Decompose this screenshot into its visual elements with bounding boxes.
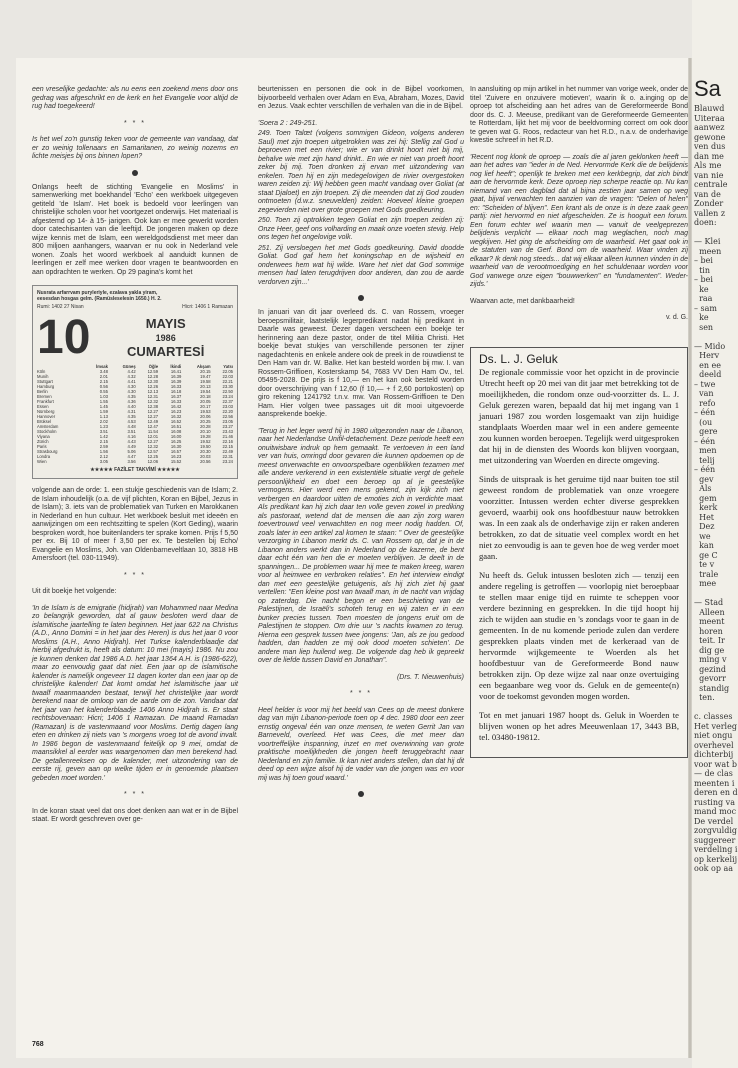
paragraph: Tot en met januari 1987 hoopt ds. Geluk in Woerden te blijven wonen op het adres Meeuwenlaan 17, 3443 BB, tel. 03480-19812. <box>479 709 679 742</box>
prayer-times-cell: 4.36 <box>127 398 136 404</box>
separator-dot-icon <box>358 791 364 797</box>
prayer-times-column-header: Öğle <box>148 363 159 369</box>
prayer-times-cell: 3.51 <box>99 428 108 434</box>
prayer-times-cell: Strasbourg <box>37 448 58 454</box>
prayer-times-cell: 1.55 <box>99 398 108 404</box>
paragraph: Onlangs heeft de stichting 'Evangelie en Moslims' in samenwerking met boekhandel 'Echo' een werkboek uitgegeven getiteld 'de Islam'. Het boek is bedoeld voor leerlingen van christelijke scholen voor het voortgezet onderwijs. Het materiaal is afgestemd op 14- à 15- jarigen. Ook kan er mee gewerkt worden door catechisanten van die leeftijd. De jongeren maken op deze wijze kennis met de Islam, een wereldgodsdienst met meer dan 800 miljoen aanhangers, waarvan er nu ook in Nederland vele wonen. Zoals het woord werkboek al aanduidt kunnen de leerlingen er zelf mee werken door vragen te beantwoorden en aan opdrachten te werken. Op 29 pagina's komt het <box>32 183 238 276</box>
prayer-times-cell: 16.32 <box>170 413 182 419</box>
prayer-times-cell: Amsterdam <box>37 423 59 429</box>
turkish-calendar-sheet <box>32 285 238 479</box>
prayer-times-cell: 22.15 <box>222 443 233 449</box>
prayer-times-cell: 12.27 <box>147 438 159 444</box>
paragraph: In januari van dit jaar overleed ds. C. van Rossem, vroeger beroepsmilitair, laatstelijk legerpredikant nadat hij predikant in Daarle was geweest. Dezer dagen verscheen een boekje ter herinnering aan deze pastor, onder de titel Militia Christi. Het boekje bevat stukjes van verschillende personen ter zijner nagedachtenis en enkele andere ook de preek in de rouwdienst te Den Ham van dr. W. Balke. Het kan besteld worden bij mw. I. van Rossem-Griffioen, Kosterskamp 54, 7683 VV Den Ham Ov., tel. 05495-2028. De prijs is f 10,— en het kan ook besteld worden door overschrijving van f 12,60 (f 10,— + f 2,60 portokosten) op giro rekening 1241792 t.n.v. mw. Van Rossem-Griffioen te Den Ham. Hier volgen twee passages uit dit mooi uitgevoerde aansprekende boekje. <box>258 309 464 418</box>
prayer-times-cell: 4.30 <box>127 383 136 389</box>
prayer-times-cell: 4.35 <box>127 393 136 399</box>
prayer-times-cell: 3.48 <box>99 368 108 374</box>
paragraph: 'Terug in het leger werd hij in 1980 uitgezonden naar de Libanon, naar het Nederlandse Unifil-detachement. Deze periode heeft een onuitwisbare indruk op hem gemaakt. Te vertoeven in een land ver van huis, omringd door gevaren die kunnen opdoemen op de meest onverwachte en onvoorspelbare ogenblikken tezamen met alle andere verkerend in een existentiële situatie vergt de gehele persoonlijkheid en doet een beroep op al je geestelijke vermogens. Hier werd een mens gekend, zijn kijk zich niet verbergen en daardoor uitten de emoties zich in verdichte maat. Als predikant kan hij zich daar ten volle geven zowel in prediking als pastoraat, wetend dat de mensen die aan zijn zorg waren toevertrouwd veel verwachtten en nog meer nodig hadden. Of, zoals later in een artikel zal komen te staan: " Over de geestelijke verzorging in Libanon merkt ds. C. van Rossem op, dat je in de Libanon anders werkt dan in Nederland op de kazerne, de bent daar echt één van hen die er moeten verblijven. Je deelt in de spanningen... De problemen waar hij mee te maken kreeg, waren voor al heimwee en verbroken relaties". En het interview eindigt dan met een geestelijke getuigenis, als hij zich ziet hij gaat vertellen: "Een kleine post van twaalf man, in de nacht van vrijdag op zaterdag. Die nacht begon er een beschieting van de Palestijnen, de Israëli's schoteh terug en wij zaten er in een bunker precies tussen. Toen moesten de jongens eruit om de Palestijnen te stoppen. Om drie uur 's nachts kwamen zo terug. Hierna een gesprek tussen twee jongens: 'Jan, als ze jou gedood hadden, dan hadden ze mij ook dood moeten schieten'. De andere man liep huilend weg. De volgende dag heb ik gepreekt over de liefde tussen David en Jonathan". <box>258 427 464 664</box>
prayer-times-cell: 4.35 <box>127 413 136 419</box>
author-signature: v. d. G. <box>665 314 688 321</box>
prayer-times-cell: 20.03 <box>200 453 211 459</box>
prayer-times-cell: 22.49 <box>222 448 233 454</box>
prayer-times-cell: 16.41 <box>170 368 182 374</box>
prayer-times-cell: 22.21 <box>222 378 233 384</box>
paragraph: volgende aan de orde: 1. een stukje geschiedenis van de Islam; 2. de Islam inhoudelijk (o.a. de vijf plichten, Koran en Bijbel, Jezus in de Islam); 3. iets van de problematiek van Turken en Marokkanen in Nederland en hun cultuur. Het werkboek besluit met ideeën en aanwijzingen om een rechtszitting te spelen (Kort Geding), waarin besproken wordt, hoe buitenlanders ter sprake komen. Prijs f 5,50 per ex. Bij 10 of meer f 3,50 per ex. Te bestellen bij Echo/ Evangelie en Moslims, Joh. van Oldenbarneveltlaan 10, 3818 HB Amersfoort (tel. 030-11949). <box>32 487 238 562</box>
prayer-times-cell: 12.27 <box>147 408 159 414</box>
prayer-times-cell: 4.32 <box>127 373 136 379</box>
prayer-times-cell: 16.39 <box>170 373 182 379</box>
prayer-times-cell: 19.54 <box>200 388 211 394</box>
prayer-times-cell: Brüksel <box>37 418 51 424</box>
prayer-times-cell: 0.55 <box>99 388 108 394</box>
prayer-times-cell: 12.28 <box>147 373 159 379</box>
prayer-times-cell: Frankfurt <box>37 398 54 404</box>
prayer-times-cell: 12.25 <box>147 453 159 459</box>
paragraph: 251. Zij versloegen het met Gods goedkeuring. David doodde Goliat. God gaf hem het koningschap en de wijsheid en onderwees hem wat hij wilde. Ware het niet dat God sommige mensen had laten terugdrijven door anderen, dan zou de aarde verdorven zijn...' <box>258 244 464 286</box>
prayer-times-cell: 16.08 <box>170 428 182 434</box>
prayer-times-cell: 20.17 <box>200 403 211 409</box>
separator-stars: * * * <box>123 571 147 579</box>
prayer-times-cell: 4.31 <box>127 408 136 414</box>
prayer-times-cell: 16.18 <box>170 388 182 394</box>
announcement-title: Ds. L. J. Geluk <box>479 351 558 366</box>
prayer-times-cell: Stockholm <box>37 428 57 434</box>
prayer-times-cell: 12.59 <box>147 368 159 374</box>
paragraph: 'Soera 2 : 249-251. <box>258 119 318 127</box>
prayer-times-cell: 1.23 <box>99 423 108 429</box>
prayer-times-cell: 1.59 <box>99 408 108 414</box>
page-number: 768 <box>32 1041 44 1048</box>
prayer-times-cell: 16.23 <box>170 408 182 414</box>
prayer-times-cell: Munih <box>37 373 49 379</box>
author-signature: (Drs. T. Nieuwenhuis) <box>396 673 464 681</box>
prayer-times-cell: 16.30 <box>170 443 182 449</box>
prayer-times-cell: 20.18 <box>200 393 211 399</box>
paragraph: 'In de Islam is de emigratie (hidjrah) van Mohammed naar Medina zo belangrijk geworden, dat al gauw besloten werd daar de islamitische jaartelling te laten beginnen. Het jaar 622 na Christus (A.D., Anno Domini = in het jaar des Heren) is dus het jaar 0 voor Moslims (A.H., Anno Hidjrah). Het Turkse kalenderblaadje dat hierbij afgedrukt is, heeft als datum: 10 mei (mayis) 1986. Nu zou je kunnen denken dat 1986 A.D. het jaar 1364 A.H. is (1986-622), maar zo eenvoudig gaat dat niet. Een jaar op de islamitische kalender is namelijk ongeveer 11 dagen korter dan een jaar op de christelijke kalender! Dat komt omdat het islamitische jaar uit twaalf maanmaanden bestaat, terwijl het christelijke jaar wordt berekend naar de omloop van de aarde om de zon. Vandaar dat het jaar van het kalenderblaadje 1406 Anno Hidjrah is. Er staat rechtsbovenaan: Hicri; 1406 1 Ramazan. De maand Ramadan (Ramazan) is de vastenmaand voor Moslims. Dertig dagen lang eten en drinken zij niets van 's morgens vroeg tot de avond invalt. In 1986 begon de vastenmaand feitelijk op 9 mei, omdat de maansikkel al eerder was waargenomen dan men berekend had. De getallenreeksen op de kalender, met uitzondering van de eerste rij, geven aan op welke tijden er in genoemde plaatsen gebeden moet worden.' <box>32 604 238 782</box>
next-page-text: Blauwd Uiteraa aanwez gewone ven dus dan me Als me van nie centrale van de Zonder vallen z doen: — Klei meen – bei tin – bei ke raa – sam ke sen — Mido Herv en ee deeld – twe van refo – één (ou gere – één men telij – één gev Als gem kerk Het Dez we kan ge C te v trale mee — Stad Alleen meent horen teit. Ir dig ge ming v gezind gevorr standig ten. c. classes Het verleg niet ongu overhevel dichterbij voor wat b — de clas meenten i deren en d rusting va mand moc De verdel zorgvuldig suggereer verdeling i op kerkelij ook op aa <box>694 104 738 873</box>
prayer-times-cell: 20.28 <box>200 423 211 429</box>
prayer-times-cell: Viyana <box>37 433 50 439</box>
prayer-times-cell: Köln <box>37 368 46 374</box>
prayer-times-cell: 12.32 <box>147 443 159 449</box>
prayer-times-cell: 5.06 <box>127 448 136 454</box>
calendar-month: MAYIS <box>145 315 186 331</box>
prayer-times-cell: Londra <box>37 453 51 459</box>
prayer-times-cell: 20.13 <box>200 383 211 389</box>
calendar-date-block <box>37 310 233 364</box>
prayer-times-cell: 19.50 <box>200 443 211 449</box>
prayer-times-cell: Essen <box>37 403 49 409</box>
next-page-edge <box>692 0 738 1068</box>
prayer-times-cell: 12.30 <box>147 378 159 384</box>
prayer-times-cell: 0.56 <box>99 383 108 389</box>
calendar-hicri-date: Hicri: 1406 1 Ramazan <box>182 304 233 310</box>
paragraph: In aansluiting op mijn artikel in het nummer van vorige week, onder de titel 'Zuivere en onzuivere motieven', waarin ik o. a.inging op de oproep tot afscheiding aan het adres van de Gereformeerde Bond door ds. C. J. Meeuse, predikant van de Gereformeerde Gemeenten te Rotterdam, lijkt het mij voor de beeldvorming correct om ook door te geven wat G. Roos, redacteur van het R.D., n.a.v. de onderhavige kwestie schreef in het R.D. <box>470 86 688 144</box>
paragraph: 'Recent nog klonk de oproep — zoals die al jaren geklonken heeft — aan het adres van "ieder in de Ned. Hervormde Kerk die de belijdenis nog lief heeft"; openlijk te breken met een kerkbegrip, dat zich bindt aan de hervormde kerk. Deze oproep riep scherpe reactie op. Nu kan niemand van een dagblad dat al bijna zestien jaar samen op weg gaat, bijval verwachten ten aanzien van de vragen: "Delen of helen" en: "Scheiden of blijven". Een krant als de onze is in deze zaak geen partij: niet hervormd en niet afgescheiden. Ze is hooguit een forum. Een forum echter wel waarin men — vanuit de veelgeprezen belijdenis verplicht — elkaar noch mag weglachen, noch mag wegkijven. Het ging de afscheiding om de waarheid. Het gaat ook in de statuten van de Gerf. Bond om de waarheid. Waar vinden zij elkaar? Ik denk nog steeds... dat wij elkaar alleen kunnen vinden in de waarheid van de verootmoediging en het schuldenaar worden voor God vanwege onze eigen "bouwwerken" en "fundamenten". Weder-zijds.' <box>470 153 688 288</box>
column-1 <box>32 86 238 833</box>
prayer-times-cell: 22.50 <box>222 388 233 394</box>
prayer-times-table <box>37 364 233 464</box>
calendar-weekday: CUMARTESİ <box>127 343 205 359</box>
prayer-times-cell: 20.56 <box>200 458 211 464</box>
prayer-times-cell: 2.01 <box>99 373 108 379</box>
prayer-times-cell: 2.12 <box>99 453 108 459</box>
separator-stars: * * * <box>123 119 147 127</box>
paragraph: een vreselijke gedachte: als nu eens een zoekend mens door ons gedrag was afgeschrikt en de kerk en het Evangelie voor altijd de rug had toegekeerd! <box>32 86 238 110</box>
calendar-header-text-2: eesesdan hosgas gelm. (Ramüsleselesin 1650.) H. 2. <box>37 296 162 302</box>
prayer-times-cell: 4.53 <box>127 418 136 424</box>
separator-stars: * * * <box>349 690 373 697</box>
prayer-times-cell: 2.59 <box>99 443 108 449</box>
prayer-times-cell: 22.16 <box>222 438 233 444</box>
prayer-times-column-header: Yatsı <box>223 363 233 369</box>
prayer-times-column-header: İkindi <box>170 363 182 369</box>
prayer-times-cell: 20.05 <box>200 398 211 404</box>
prayer-times-cell: Zürich <box>37 438 49 444</box>
prayer-times-cell: 22.37 <box>222 398 233 404</box>
prayer-times-cell: 23.05 <box>222 418 233 424</box>
prayer-times-column-header: İmsak <box>96 363 108 369</box>
paragraph: beurtenissen en personen die ook in de Bijbel voorkomen, bijvoorbeeld verhalen over Adam en Eva, Abraham, Mozes, David en Jezus. Vaak echter verschillen de verhalen van die in de Bijbel. <box>258 86 464 110</box>
prayer-times-cell: 4.16 <box>127 433 136 439</box>
prayer-times-cell: 20.25 <box>200 418 211 424</box>
prayer-times-cell: 23.27 <box>222 423 233 429</box>
prayer-times-cell: Nürnberg <box>37 408 55 414</box>
paragraph: Sinds de uitspraak is het geruime tijd naar buiten toe stil geweest rondom de problematiek van onze vroegere voorzitter. Intussen werden echter diverse gesprekken gevoerd, waarbij ook ons hoofdbestuur nauw betrokken was. In een zaak als de onderhavige zijn er raken anderen betrokken, zo dat de situatie veel complex wordt en het niet zo eenvoudig is aan te geven hoe de weg verder moet gaan. <box>479 473 679 561</box>
prayer-times-cell: 19.58 <box>200 378 211 384</box>
prayer-times-cell: 16.52 <box>170 418 182 424</box>
prayer-times-cell: 22.03 <box>222 373 233 379</box>
prayer-times-cell: 16.37 <box>170 393 182 399</box>
prayer-times-cell: 4.48 <box>127 423 136 429</box>
prayer-times-cell: 19.47 <box>200 373 211 379</box>
prayer-times-cell: 20.10 <box>200 428 211 434</box>
paragraph: Nu heeft ds. Geluk intussen besloten zich — tenzij een andere regeling is getroffen — voorlopig niet beroepbaar te stellen maar enige tijd en ruimte te scheppen voor verdere bezinning en gesprekken. In die tijd hoopt hij zich te wijden aan studie en 's zondags voor te gaan in de gemeenten. In de nu komende periode zulen dan verdere gesprekken plaats vinden met de kerkeraad van de hervormde wijkgemeente te Woerden als het hoofdbestuur van de Gereformeerde Bond nauw betrokken zijn. Op deze wijze zal naar onze overtuiging een begaanbare weg voor ds. Geluk en de gemeente(n) voor de toekomst gevonden mogen worden. <box>479 569 679 701</box>
prayer-times-cell: 12.38 <box>147 403 159 409</box>
prayer-times-row <box>37 459 233 464</box>
calendar-rumi-date: Rumi: 1402 27 Nisan <box>37 304 84 310</box>
prayer-times-cell: Hamburg <box>37 383 55 389</box>
paragraph: In de koran staat veel dat ons doet denken aan wat er in de Bijbel staat. Er wordt geschreven over ge- <box>32 807 238 823</box>
prayer-times-cell: 12.01 <box>147 433 159 439</box>
paragraph: Heel helder is voor mij het beeld van Cees op de meest donkere dag van mijn Libanon-periode toen op 4 dec. 1980 door een zeer ernstig ongeval één van onze mensen, te weten Gerrit Jan van Barneveld, overleed. Het was Cees, die met meer dan voortreffelijke inspanning, inzet en met overwinning van grote praktische moeilijkheden die jongen heeft teruggebracht naar Nederland en zijn familie. Ik kan niet anders stellen, dan dat hij dit deed op een wijze alsof hij de vader van die jongen was en voor mij was hij toen goud waard.' <box>258 706 464 782</box>
prayer-times-cell: 4.47 <box>127 453 136 459</box>
prayer-times-cell: 16.25 <box>170 438 182 444</box>
calendar-year: 1986 <box>155 332 176 343</box>
calendar-header-2 <box>37 296 233 302</box>
prayer-times-cell: 15.52 <box>170 458 182 464</box>
prayer-times-cell: 16.39 <box>170 378 182 384</box>
prayer-times-cell: 1.56 <box>99 448 108 454</box>
separator-dot-icon <box>358 295 364 301</box>
prayer-times-cell: 23.24 <box>222 458 233 464</box>
prayer-times-cell: 12.27 <box>147 413 159 419</box>
prayer-times-cell: 20.30 <box>200 448 211 454</box>
prayer-times-cell: 2.02 <box>99 418 108 424</box>
prayer-times-cell: Paris <box>37 443 47 449</box>
paragraph: Waarvan acte, met dankbaarheid! <box>470 297 575 305</box>
prayer-times-cell: 4.40 <box>127 403 136 409</box>
prayer-times-cell: 19.28 <box>200 433 211 439</box>
prayer-times-cell: 12.26 <box>147 383 159 389</box>
prayer-times-cell: 3.51 <box>127 428 136 434</box>
prayer-times-cell: 19.52 <box>200 438 211 444</box>
prayer-times-cell: 12.32 <box>147 398 159 404</box>
prayer-times-cell: 1.03 <box>99 393 108 399</box>
prayer-times-cell: 22.20 <box>222 408 233 414</box>
paragraph: 249. Toen Talœt (volgens sommigen Gideon, volgens anderen Saul) met zijn troepen uitgetrokken was zei hij: Stellig zal God u beproeven met een rivier; wie er van drinkt hoort niet bij mij, behalve wie met zijn hand drinkt.. En wie er niet van proeft hoort zeker bij mij. Toen dronken zij ervan met uitzondering van enkelen. Toen hij en zijn medegelovigen de rivier overgestoken waren zeiden zij: Wij hebben geen macht vandaag over Goliat (at staat Djaloet) en zijn troepen. Zij die meenden dat zij God zouden ontmoeten (d.w.z. sneuvelden) zeiden: Hoeveel kleine groepen zegevierden niet over grote groepen met Gods goedkeuring. <box>258 130 464 214</box>
next-page-title: Sa <box>694 76 721 101</box>
prayer-times-cell: 20.06 <box>200 413 211 419</box>
prayer-times-cell: 23.24 <box>222 393 233 399</box>
prayer-times-cell: 12.31 <box>147 393 159 399</box>
paragraph: Uit dit boekje het volgende: <box>32 588 117 595</box>
prayer-times-cell: 4.49 <box>127 443 136 449</box>
prayer-times-cell: 16.51 <box>170 423 182 429</box>
prayer-times-column-header: Güneş <box>122 363 136 369</box>
prayer-times-cell: 16.57 <box>170 448 182 454</box>
calendar-header-text: Nusrata arfarrvam puryleriyle, ezalava yakla yiram, <box>37 290 158 296</box>
prayer-times-cell: Berlin <box>37 388 48 394</box>
separator-stars: * * * <box>123 791 147 798</box>
calendar-day-number: 10 <box>37 310 91 364</box>
prayer-times-cell: 12.13 <box>147 388 159 394</box>
prayer-times-cell: 12.49 <box>147 418 159 424</box>
prayer-times-cell: 2.15 <box>99 438 108 444</box>
prayer-times-cell: 1.13 <box>99 413 108 419</box>
prayer-times-cell: 23.30 <box>222 383 233 389</box>
prayer-times-cell: 16.23 <box>170 453 182 459</box>
prayer-times-cell: Hannover <box>37 413 56 419</box>
prayer-times-cell: 1.45 <box>99 403 108 409</box>
prayer-times-body <box>37 369 233 464</box>
prayer-times-cell: 16.33 <box>170 398 182 404</box>
paragraph: Is het wel zo'n gunstig teken voor de gemeente van vandaag, dat er zo weinig tollenaars en Samaritanen, zo weinig nozems en lichte meisjes bij ons binnen lopen? <box>32 136 238 160</box>
prayer-times-cell: 16.42 <box>170 403 182 409</box>
prayer-times-cell: 4.30 <box>127 388 136 394</box>
prayer-times-cell: 16.00 <box>170 433 182 439</box>
prayer-times-cell: 23.03 <box>222 403 233 409</box>
prayer-times-cell: 22.56 <box>222 413 233 419</box>
prayer-times-cell: Wien <box>37 458 47 464</box>
separator-dot-icon <box>132 170 138 176</box>
prayer-times-cell: 23.43 <box>222 428 233 434</box>
prayer-times-cell: 1.42 <box>99 433 108 439</box>
prayer-times-cell: 2.15 <box>99 378 108 384</box>
prayer-times-cell: 12.47 <box>147 423 159 429</box>
prayer-times-cell: 4.42 <box>127 368 136 374</box>
paragraph: De regionale commissie voor het opzicht in de provincie Utrecht heeft op 20 mei van dit jaar met betrekking tot de moeilijkheden, die rondom onze oud-voorzitter ds. L. J. Geluk gerezen waren, bepaald dat hij met ingang van 1 januari 1987 zou worden losgemaakt van zijn huidige standplaats Woerden maar wel in een andere gemeente zou kunnen worden beroepen. Tegelijk werd uitgesproken dat hij in de diensten des Woords kon blijven voorgaan, met uitzondering van Woerden en directe omgeving. <box>479 366 679 465</box>
prayer-times-cell: 12.57 <box>147 448 159 454</box>
prayer-times-cell: 22.31 <box>222 453 233 459</box>
prayer-times-cell: 22.05 <box>222 368 233 374</box>
prayer-times-cell: 3.56 <box>127 458 136 464</box>
magazine-page <box>16 58 724 1058</box>
column-2 <box>258 86 464 805</box>
prayer-times-cell: 11.54 <box>147 428 159 434</box>
prayer-times-cell: Stuttgart <box>37 378 53 384</box>
calendar-footer: ★★★★★ FAZİLET TAKVİMİ ★★★★★ <box>90 466 180 473</box>
prayer-times-cell: 16.33 <box>170 383 182 389</box>
prayer-times-cell: 4.43 <box>127 438 136 444</box>
prayer-times-cell: 20.15 <box>200 368 211 374</box>
prayer-times-cell: Bremen <box>37 393 52 399</box>
prayer-times-cell: 12.06 <box>147 458 159 464</box>
paragraph: 250. Toen zij optrokken tegen Goliat en zijn troepen zeiden zij: Onze Heer, geef ons volharding en maak onze voeten stevig. Help ons tegen het ongelovige volk. <box>258 217 464 241</box>
prayer-times-cell: 3.05 <box>99 458 108 464</box>
column-3 <box>470 86 688 758</box>
prayer-times-cell: 19.53 <box>200 408 211 414</box>
announcement-box <box>470 347 688 758</box>
prayer-times-column-header: Akşam <box>196 363 211 369</box>
prayer-times-cell: 21.46 <box>222 433 233 439</box>
prayer-times-cell: 4.41 <box>127 378 136 384</box>
